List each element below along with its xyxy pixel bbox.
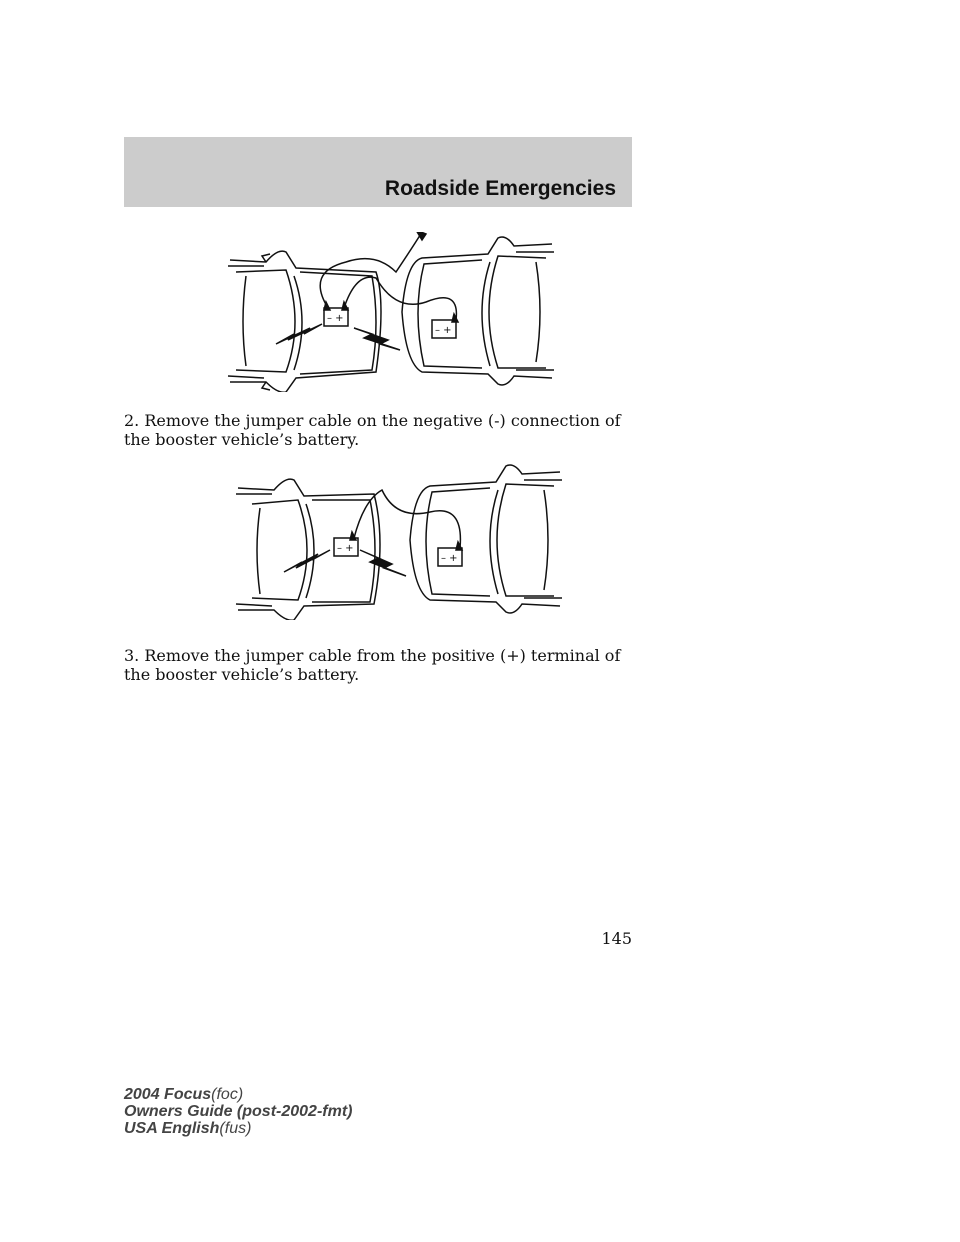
footer-language: USA English bbox=[124, 1120, 220, 1137]
footer-language-code: (fus) bbox=[219, 1120, 252, 1137]
svg-text:– +: – + bbox=[337, 543, 354, 554]
step-2-text: 2. Remove the jumper cable on the negative (-) connection of the booster vehicle’s battery. bbox=[124, 411, 621, 449]
dead-car-drawing bbox=[410, 465, 562, 613]
step-3-text: 3. Remove the jumper cable from the positive (+) terminal of the booster vehicle’s battery. bbox=[124, 646, 621, 684]
positive-cable bbox=[344, 277, 456, 320]
section-title: Roadside Emergencies bbox=[384, 177, 616, 200]
footer-model: 2004 Focus bbox=[124, 1086, 212, 1103]
page-number: 145 bbox=[601, 929, 632, 948]
footer-model-code: (foc) bbox=[211, 1086, 244, 1103]
footer-guide: Owners Guide (post-2002-fmt) bbox=[124, 1103, 353, 1120]
jumper-cable-diagram-2 bbox=[234, 460, 564, 620]
positive-cable bbox=[354, 490, 460, 548]
spark-icon bbox=[354, 328, 400, 350]
section-header bbox=[124, 137, 632, 207]
dead-car-drawing bbox=[402, 237, 554, 385]
spark-icon bbox=[360, 550, 406, 576]
spark-icon bbox=[276, 324, 322, 344]
jumper-cable-diagram-1 bbox=[226, 232, 556, 392]
booster-car-drawing bbox=[228, 251, 381, 392]
svg-text:– +: – + bbox=[327, 313, 344, 324]
svg-text:– +: – + bbox=[441, 553, 458, 564]
document-footer bbox=[124, 1086, 352, 1137]
svg-text:– +: – + bbox=[435, 325, 452, 336]
